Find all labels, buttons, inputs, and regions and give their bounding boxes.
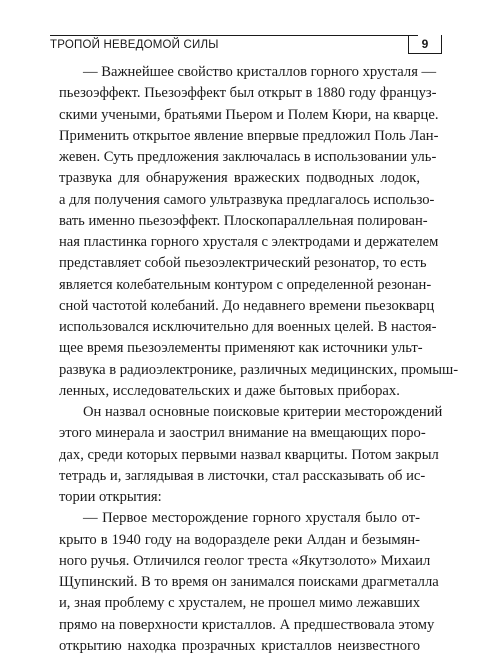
text-line: пьезоэффект. Пьезоэффект был открыт в 1880 году француз- — [59, 85, 437, 102]
text-line: вать именно пьезоэффект. Плоскопараллельная полирован- — [59, 212, 428, 229]
text-line: представляет собой пьезоэлектрический резонатор, то есть — [59, 255, 427, 272]
text-line: Щупинский. В то время он занимался поисками драгметалла — [59, 574, 439, 590]
text-line: — Важнейшее свойство кристаллов горного хрусталя — — [83, 64, 437, 80]
text-line: этого минерала и заострил внимание на вмещающих поро- — [59, 425, 426, 442]
running-header — [50, 35, 429, 55]
text-line: ная пластинка горного хрусталя с электродами и держателем — [59, 234, 439, 250]
text-line: а для получения самого ультразвука предлагалось использо- — [59, 191, 435, 208]
text-line: тетрадь и, заглядывая в листочки, стал рассказывать об ис- — [59, 467, 426, 484]
text-line: сной частотой колебаний. До недавнего времени пьезокварц — [59, 297, 435, 314]
text-line: использовался исключительно для военных целей. В настоя- — [59, 319, 437, 335]
text-line: открытию находка прозрачных кристаллов неизвестного — [59, 637, 420, 654]
text-line: щее время пьезоэлементы применяют как источники ульт- — [59, 340, 423, 357]
body-text — [59, 62, 459, 657]
text-line: скими учеными, братьями Пьером и Полем Кюри, на кварце. — [59, 106, 439, 123]
text-line: крыто в 1940 году на водоразделе реки Алдан и безымян- — [59, 531, 420, 548]
text-line: Он назвал основные поисковые критерии месторождений — [83, 404, 443, 420]
text-line: прямо на поверхности кристаллов. А предшествовала этому — [59, 616, 435, 633]
text-line: Применить открытое явление впервые предложил Поль Лан- — [59, 127, 439, 144]
text-line: развука в радиоэлектронике, различных медицинских, промыш- — [59, 361, 459, 378]
page-number: 9 — [421, 37, 429, 51]
text-line: тории открытия: — [59, 489, 162, 505]
running-header-title: ТРОПОЙ НЕВЕДОМОЙ СИЛЫ — [50, 39, 219, 51]
page-number-box — [408, 35, 442, 54]
text-line: жевен. Суть предложения заключалась в использовании уль- — [59, 149, 437, 165]
text-line: дах, среди которых первыми назвал кварциты. Потом закрыл — [59, 446, 439, 463]
text-line: тразвука для обнаружения вражеских подводных лодок, — [59, 170, 420, 187]
text-line: и, зная проблему с хрусталем, не прошел мимо лежавших — [59, 595, 420, 612]
text-line: ленных, исследовательских и даже бытовых приборах. — [59, 382, 400, 399]
text-line: — Первое месторождение горного хрусталя было от- — [83, 510, 420, 527]
text-line: является колебательным контуром с определенной резонан- — [59, 276, 432, 293]
text-line: ного ручья. Отличился геолог треста «Якутзолото» Михаил — [59, 552, 431, 569]
